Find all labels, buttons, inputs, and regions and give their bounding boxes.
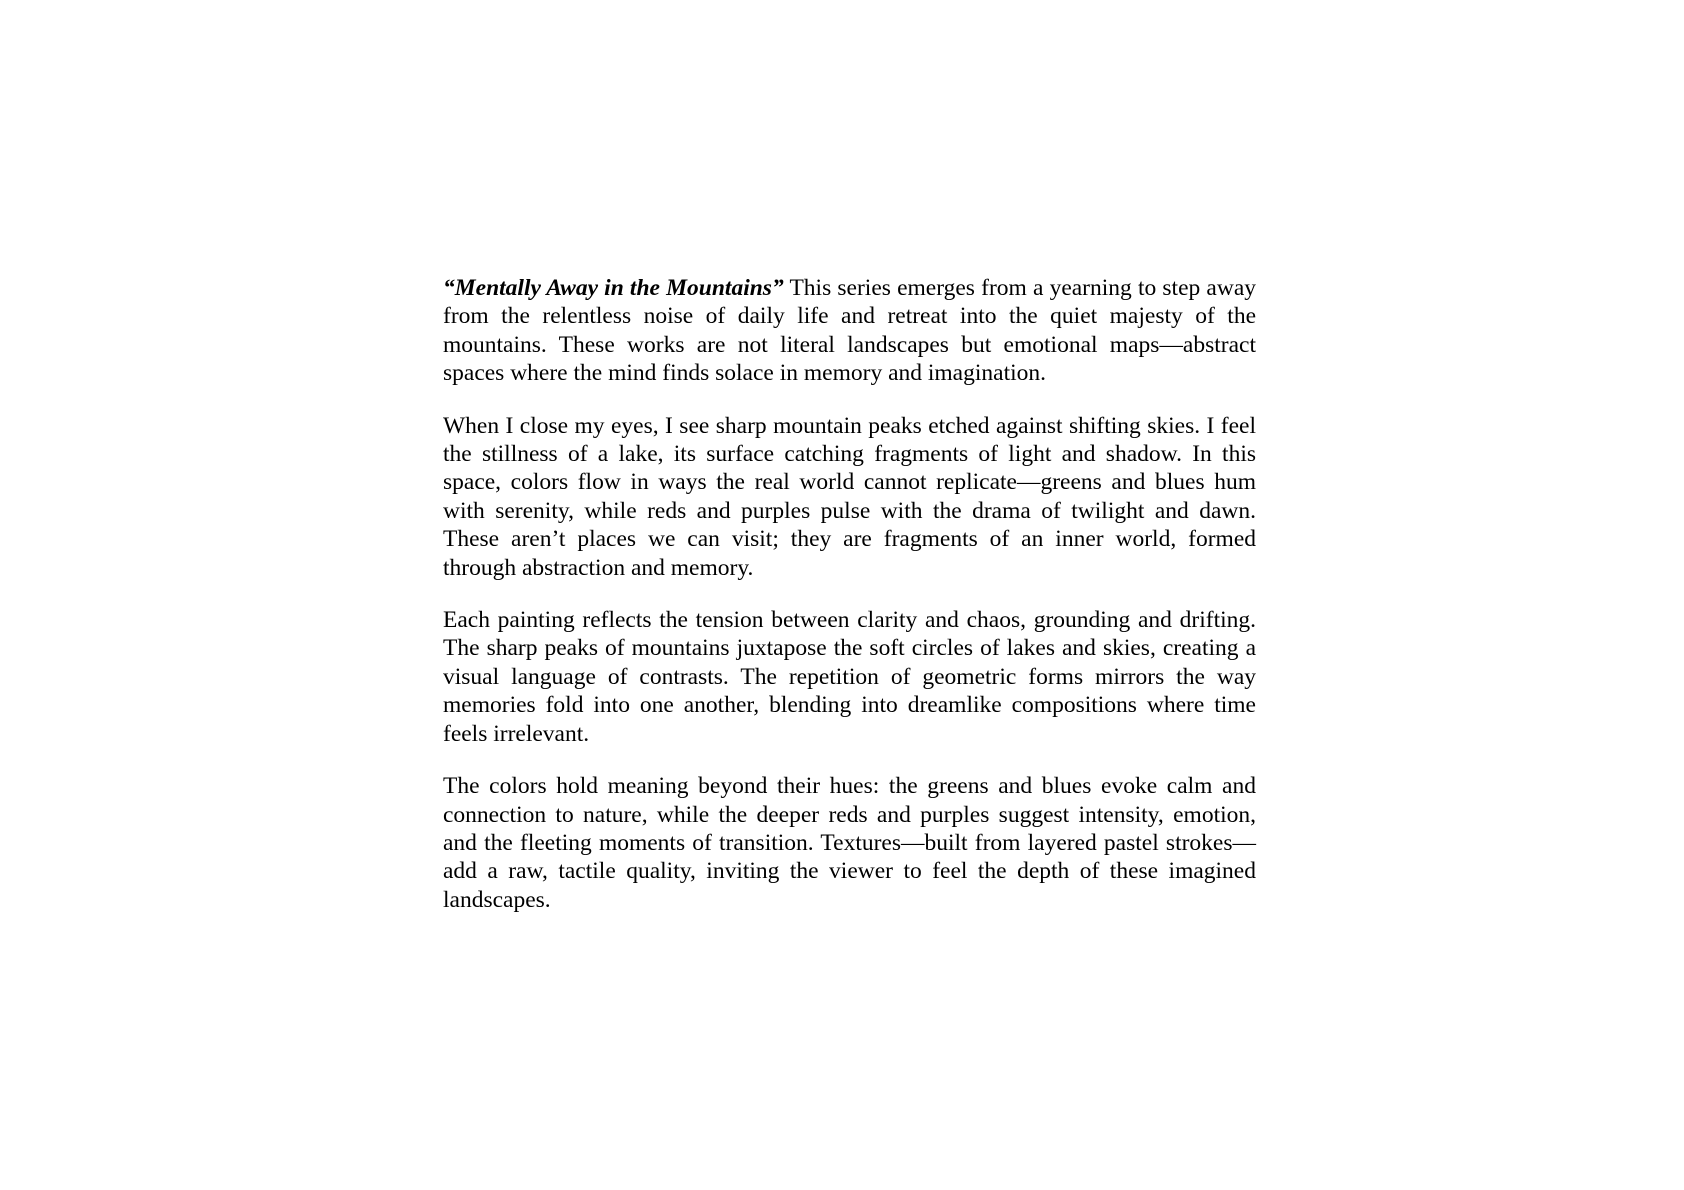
series-title: “Mentally Away in the Mountains” bbox=[443, 275, 784, 301]
paragraph-intro bbox=[443, 274, 1256, 388]
paragraph-2: When I close my eyes, I see sharp mountain peaks etched against shifting skies. I feel the stillness of a lake, its surface catching fragments of light and shadow. In this space, colors flow in ways the real world cannot replicate—greens and blues hum with serenity, while reds and purples pulse with the drama of twilight and dawn. These aren’t places we can visit; they are fragments of an inner world, formed through abstraction and memory. bbox=[443, 412, 1256, 581]
intro-text: This series emerges from a yearning to step away from the relentless noise of daily life and retreat into the quiet majesty of the mountains. These works are not literal landscapes but emotional maps—abstract spaces where the mind finds solace in memory and imagination. bbox=[443, 275, 1257, 387]
paragraph-3: Each painting reflects the tension between clarity and chaos, grounding and drifting. The sharp peaks of mountains juxtapose the soft circles of lakes and skies, creating a visual language of contrasts. The repetition of geometric forms mirrors the way memories fold into one another, blending into dreamlike compositions where time feels irrelevant. bbox=[443, 607, 1256, 747]
paragraph-4: The colors hold meaning beyond their hues: the greens and blues evoke calm and connection to nature, while the deeper reds and purples suggest intensity, emotion, and the fleeting moments of transition. Textures—built from layered pastel strokes—add a raw, tactile quality, inviting the viewer to feel the depth of these imagined landscapes. bbox=[443, 773, 1256, 913]
artist-statement bbox=[443, 274, 1256, 938]
